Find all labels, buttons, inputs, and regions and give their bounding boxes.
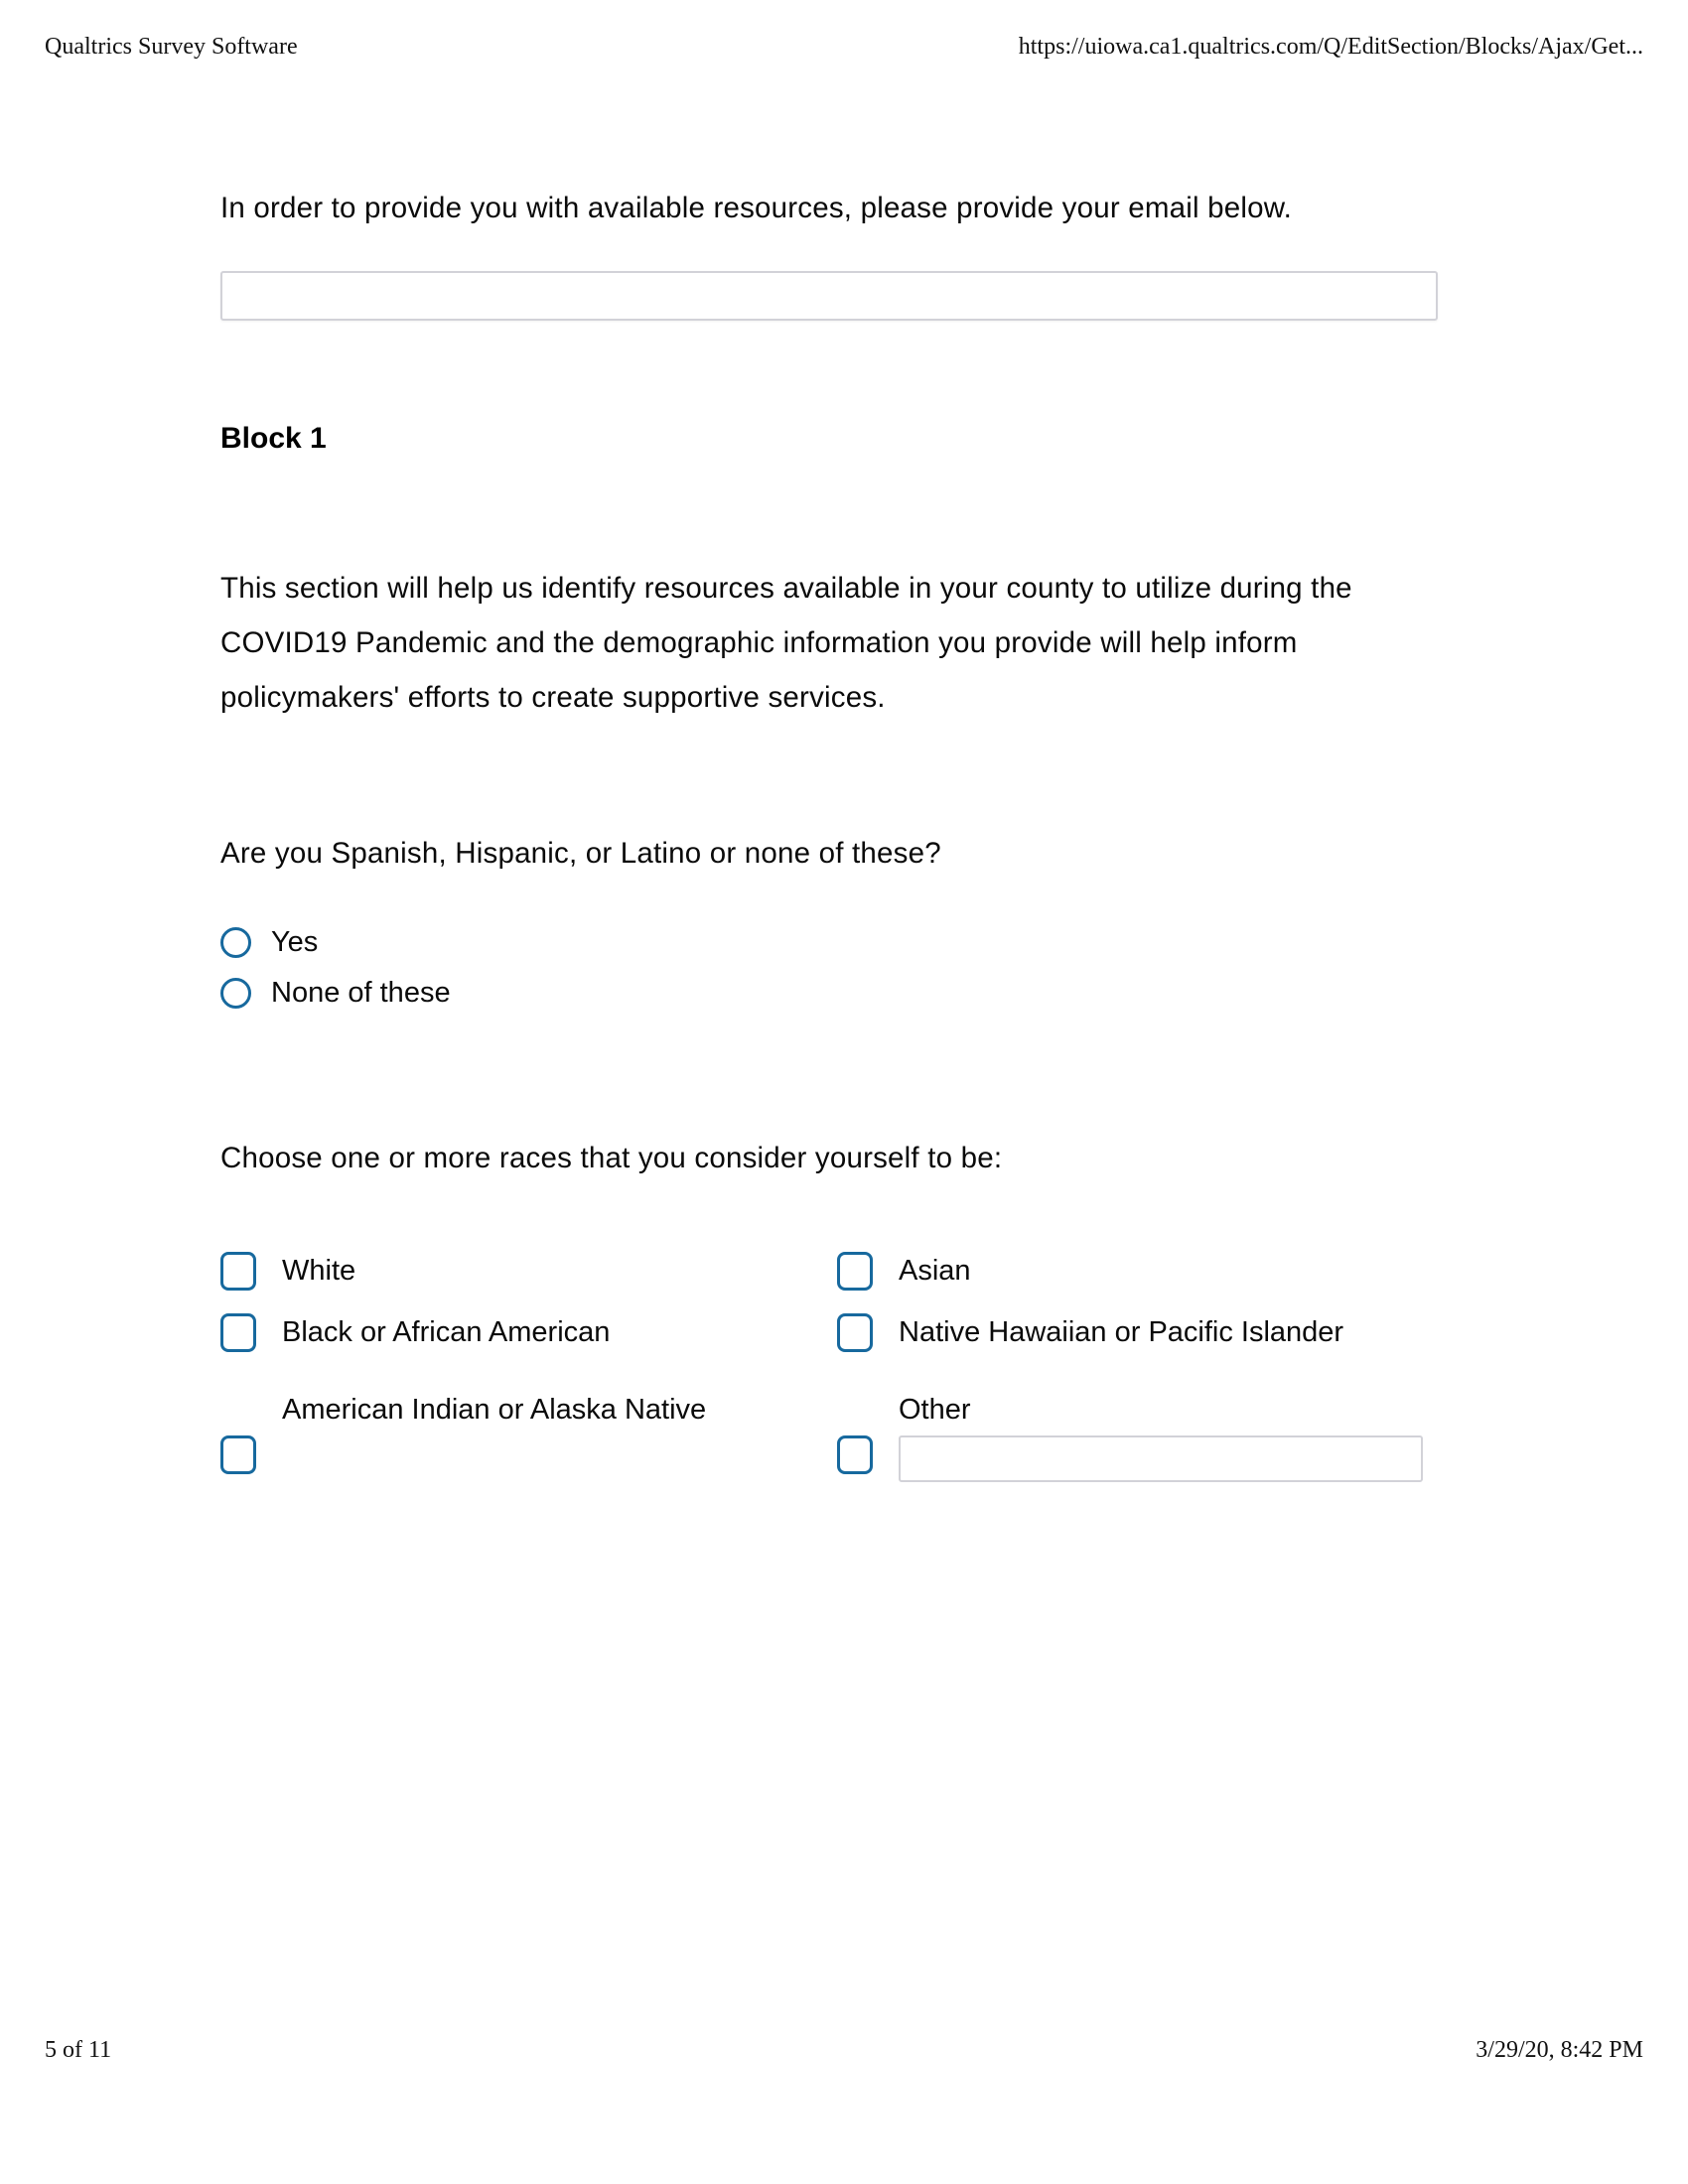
question-ethnicity-text: Are you Spanish, Hispanic, or Latino or none of these? [220, 837, 941, 870]
radio-option-none[interactable] [220, 977, 1460, 1010]
checkbox-native-hawaiian[interactable] [837, 1313, 873, 1352]
email-prompt-text: In order to provide you with available resources, please provide your email below. [220, 192, 1292, 224]
checkbox-option-native-hawaiian[interactable] [837, 1312, 1460, 1352]
checkbox-label-other: Other [899, 1394, 971, 1426]
question-race-text: Choose one or more races that you consider yourself to be: [220, 1142, 1003, 1174]
page-indicator: 5 of 11 [45, 2037, 112, 2063]
other-race-input[interactable] [899, 1435, 1423, 1482]
radio-label-none: None of these [271, 977, 451, 1009]
survey-content [220, 181, 1460, 1507]
checkbox-white[interactable] [220, 1252, 256, 1291]
app-title: Qualtrics Survey Software [45, 34, 298, 60]
block-description: This section will help us identify resources available in your county to utilize during the COVID19 Pandemic and the demographic information you provide will help inform policymakers' efforts to create supportive services. [220, 572, 1352, 714]
timestamp: 3/29/20, 8:42 PM [1476, 2037, 1643, 2063]
email-input[interactable] [220, 271, 1438, 321]
checkbox-label-white: White [282, 1254, 356, 1287]
checkbox-option-american-indian[interactable] [220, 1390, 837, 1507]
print-header [45, 34, 1643, 61]
checkbox-option-other[interactable] [837, 1390, 1460, 1507]
checkbox-label-black-african-american: Black or African American [282, 1315, 611, 1348]
print-footer [45, 2037, 1643, 2064]
ethnicity-options [220, 926, 1460, 1010]
race-options-grid [220, 1251, 1460, 1507]
checkbox-option-white[interactable] [220, 1251, 837, 1291]
radio-option-yes[interactable] [220, 926, 1460, 959]
checkbox-label-native-hawaiian: Native Hawaiian or Pacific Islander [899, 1315, 1344, 1348]
checkbox-option-asian[interactable] [837, 1251, 1460, 1291]
checkbox-option-black[interactable] [220, 1312, 837, 1352]
checkbox-other[interactable] [837, 1435, 873, 1474]
source-url: https://uiowa.ca1.qualtrics.com/Q/EditSection/Blocks/Ajax/Get... [1018, 34, 1643, 60]
checkbox-label-american-indian: American Indian or Alaska Native [282, 1394, 707, 1426]
radio-button-none[interactable] [220, 978, 251, 1009]
checkbox-asian[interactable] [837, 1252, 873, 1291]
checkbox-black-african-american[interactable] [220, 1313, 256, 1352]
checkbox-american-indian[interactable] [220, 1435, 256, 1474]
block-title: Block 1 [220, 422, 327, 455]
checkbox-label-asian: Asian [899, 1254, 971, 1287]
radio-button-yes[interactable] [220, 927, 251, 958]
radio-label-yes: Yes [271, 926, 319, 958]
